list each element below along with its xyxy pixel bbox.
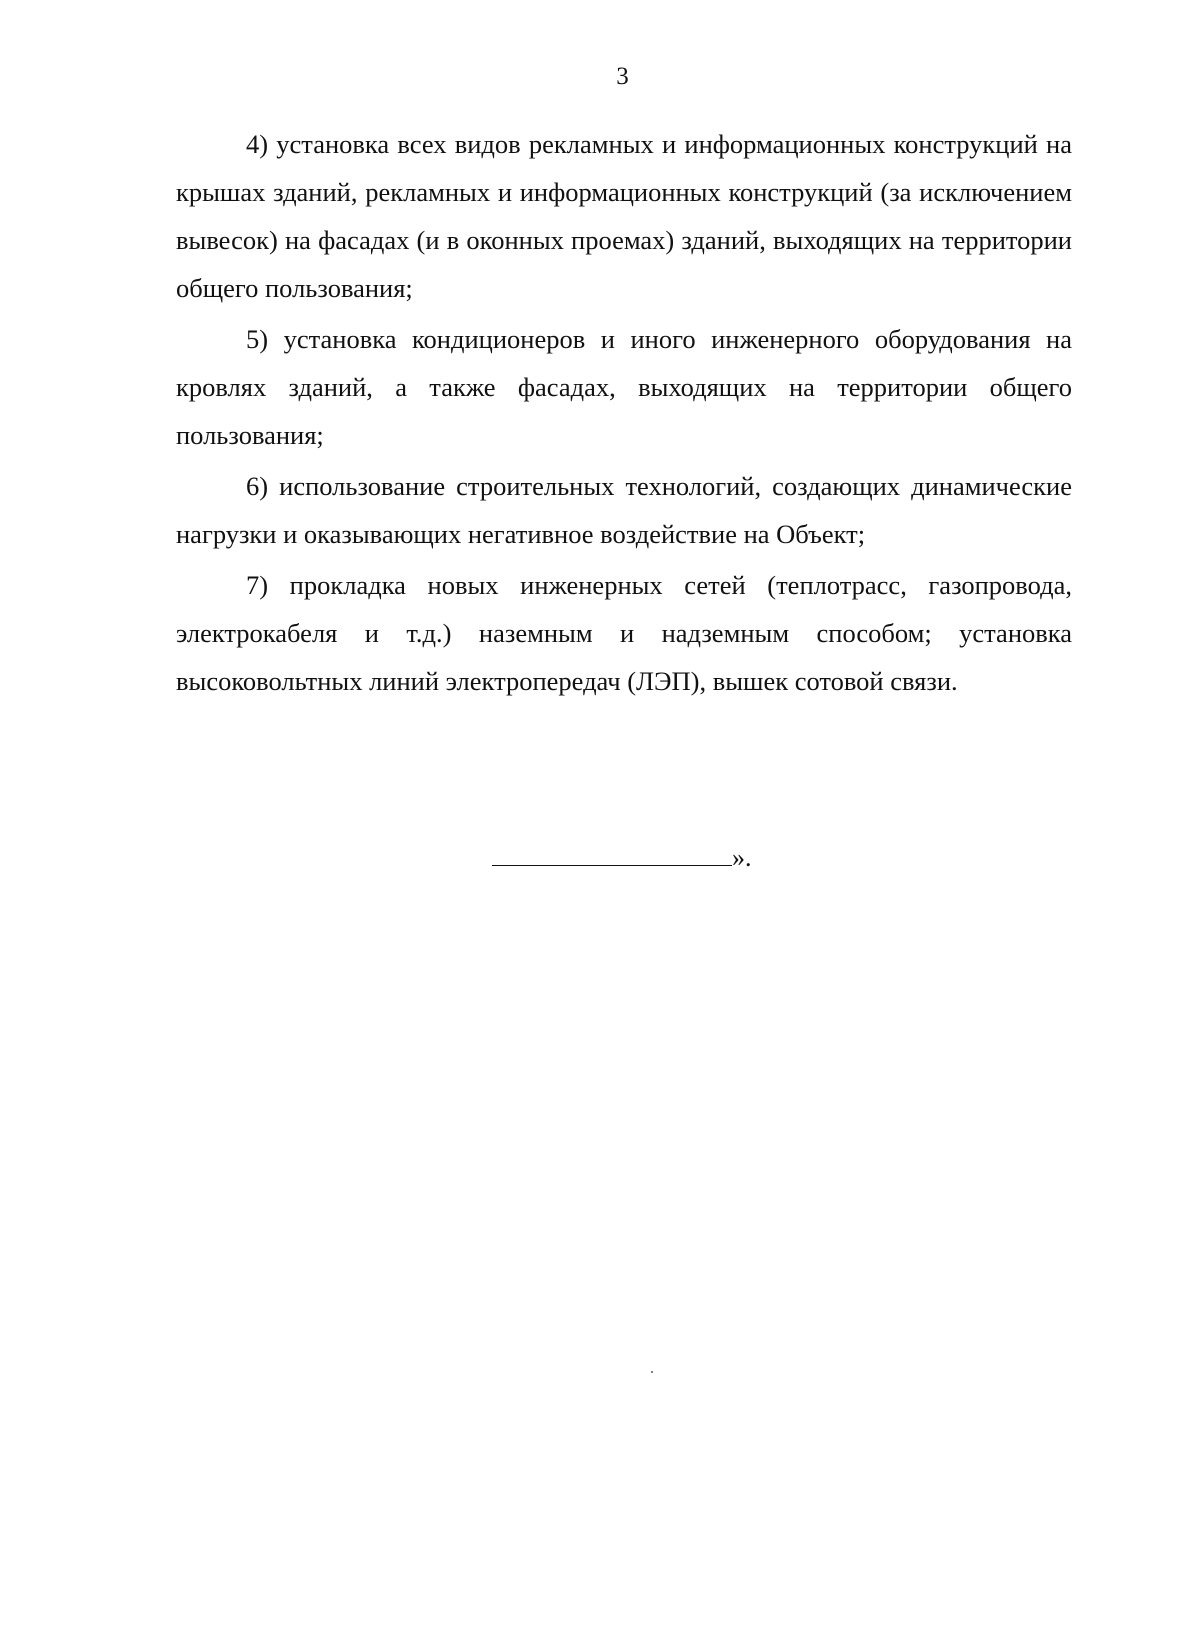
page-number: 3 — [616, 63, 629, 90]
scan-speck — [651, 1371, 653, 1373]
list-item-5: 5) установка кондиционеров и иного инженерного оборудования на кровлях зданий, а также фасадах, выходящих на территории общего пользования; — [176, 324, 1072, 450]
end-divider-line — [492, 864, 732, 866]
list-item-6: 6) использование строительных технологий, создающих динамические нагрузки и оказывающих негативное воздействие на Объект; — [176, 471, 1072, 549]
document-end-mark — [492, 843, 752, 873]
closing-quote: ». — [732, 843, 752, 872]
list-item-4: 4) установка всех видов рекламных и информационных конструкций на крышах зданий, рекламных и информационных конструкций (за исключением вывесок) на фасадах (и в оконных проемах) зданий, выходящих на территории общего пользования; — [176, 129, 1072, 303]
document-body — [176, 120, 1072, 708]
list-item-7: 7) прокладка новых инженерных сетей (теплотрасс, газопровода, электрокабеля и т.д.) наземным и надземным способом; установка высоковольтных линий электропередач (ЛЭП), вышек сотовой связи. — [176, 570, 1072, 696]
